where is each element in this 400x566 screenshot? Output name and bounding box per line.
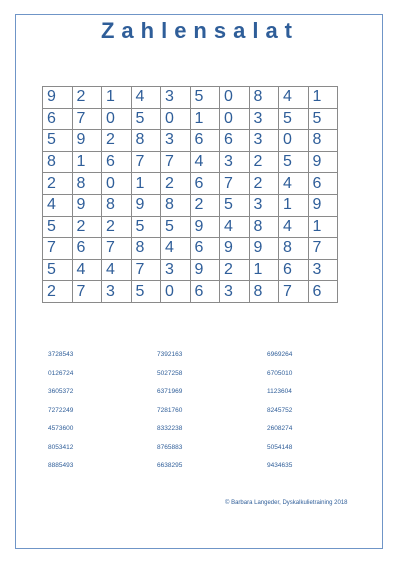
grid-cell: 7: [161, 151, 191, 173]
grid-cell: 6: [102, 151, 132, 173]
grid-cell: 8: [102, 194, 132, 216]
grid-cell: 1: [279, 194, 309, 216]
grid-cell: 5: [43, 216, 73, 238]
grid-cell: 2: [249, 151, 279, 173]
grid-cell: 6: [190, 173, 220, 195]
grid-cell: 7: [72, 281, 102, 303]
grid-cell: 8: [131, 130, 161, 152]
grid-cell: 8: [279, 238, 309, 260]
grid-cell: 5: [161, 216, 191, 238]
grid-cell: 3: [249, 108, 279, 130]
copyright-notice: © Barbara Langeder, Dyskalkulietraining 2018: [225, 500, 348, 506]
grid-cell: 7: [72, 108, 102, 130]
grid-cell: 7: [131, 151, 161, 173]
number-item: 1123604: [267, 388, 292, 395]
grid-cell: 6: [43, 108, 73, 130]
grid-row: [43, 259, 338, 281]
grid-cell: 9: [190, 259, 220, 281]
grid-cell: 8: [131, 238, 161, 260]
number-item: 7281760: [157, 406, 183, 414]
grid-cell: 6: [308, 173, 338, 195]
grid-cell: 5: [131, 281, 161, 303]
grid-cell: 1: [72, 151, 102, 173]
grid-cell: 0: [102, 173, 132, 195]
grid-cell: 4: [72, 259, 102, 281]
number-list-left: [48, 351, 73, 481]
grid-cell: 2: [72, 216, 102, 238]
grid-cell: 2: [43, 281, 73, 303]
number-item: 6969264: [267, 351, 293, 358]
grid-row: [43, 151, 338, 173]
number-list-middle: [157, 351, 182, 481]
number-item: 5054148: [267, 443, 293, 451]
grid-row: [43, 194, 338, 216]
grid-cell: 1: [102, 87, 132, 109]
grid-cell: 0: [102, 108, 132, 130]
grid-cell: 9: [72, 194, 102, 216]
grid-cell: 0: [220, 87, 250, 109]
number-item: 8053412: [48, 443, 74, 451]
grid-cell: 8: [161, 194, 191, 216]
grid-cell: 5: [220, 194, 250, 216]
grid-cell: 1: [249, 259, 279, 281]
grid-cell: 4: [190, 151, 220, 173]
grid-row: [43, 173, 338, 195]
grid-cell: 3: [161, 259, 191, 281]
grid-cell: 3: [249, 130, 279, 152]
grid-cell: 8: [249, 216, 279, 238]
grid-cell: 4: [279, 173, 309, 195]
grid-cell: 8: [308, 130, 338, 152]
grid-cell: 8: [43, 151, 73, 173]
grid-cell: 7: [131, 259, 161, 281]
number-item: 7272249: [48, 406, 74, 414]
grid-cell: 7: [279, 281, 309, 303]
grid-cell: 7: [308, 238, 338, 260]
grid-cell: 9: [72, 130, 102, 152]
grid-cell: 4: [220, 216, 250, 238]
grid-cell: 3: [308, 259, 338, 281]
grid-cell: 5: [43, 130, 73, 152]
page-title: Zahlensalat: [100, 18, 300, 43]
number-item: 4573600: [48, 425, 74, 432]
grid-cell: 2: [72, 87, 102, 109]
grid-cell: 8: [249, 281, 279, 303]
grid-cell: 8: [249, 87, 279, 109]
grid-cell: 6: [220, 130, 250, 152]
grid-cell: 2: [102, 130, 132, 152]
number-item: 6705010: [267, 369, 293, 377]
grid-cell: 3: [220, 151, 250, 173]
grid-cell: 2: [161, 173, 191, 195]
grid-cell: 5: [279, 108, 309, 130]
grid-cell: 2: [220, 259, 250, 281]
grid-cell: 6: [190, 130, 220, 152]
grid-cell: 6: [72, 238, 102, 260]
grid-cell: 9: [308, 194, 338, 216]
number-item: 8245752: [267, 406, 293, 414]
grid-cell: 1: [308, 87, 338, 109]
grid-cell: 2: [249, 173, 279, 195]
number-item: 3605372: [48, 388, 74, 395]
number-item: 8885493: [48, 462, 74, 469]
grid-cell: 4: [102, 259, 132, 281]
grid-cell: 9: [220, 238, 250, 260]
grid-cell: 1: [308, 216, 338, 238]
number-item: 6638295: [157, 462, 183, 469]
grid-cell: 5: [190, 87, 220, 109]
number-item: 6371969: [157, 388, 183, 395]
grid-cell: 0: [161, 281, 191, 303]
grid-row: [43, 108, 338, 130]
grid-row: [43, 216, 338, 238]
grid-row: [43, 130, 338, 152]
grid-cell: 0: [220, 108, 250, 130]
grid-row: [43, 238, 338, 260]
grid-cell: 4: [279, 216, 309, 238]
grid-cell: 3: [102, 281, 132, 303]
number-item: 2608274: [267, 425, 293, 432]
grid-cell: 6: [190, 281, 220, 303]
number-item: 5027258: [157, 369, 183, 377]
number-item: 9434635: [267, 462, 293, 469]
grid-cell: 6: [279, 259, 309, 281]
grid-cell: 6: [308, 281, 338, 303]
grid-cell: 8: [72, 173, 102, 195]
grid-cell: 3: [220, 281, 250, 303]
grid-cell: 1: [131, 173, 161, 195]
grid-cell: 4: [131, 87, 161, 109]
grid-row: [43, 87, 338, 109]
grid-cell: 3: [161, 130, 191, 152]
grid-cell: 5: [131, 108, 161, 130]
number-list-right: [267, 351, 292, 481]
grid-cell: 2: [43, 173, 73, 195]
grid-cell: 2: [190, 194, 220, 216]
grid-cell: 9: [190, 216, 220, 238]
grid-cell: 5: [131, 216, 161, 238]
grid-cell: 4: [279, 87, 309, 109]
grid-cell: 7: [220, 173, 250, 195]
number-grid: [42, 86, 338, 303]
number-item: 7392163: [157, 351, 183, 358]
grid-cell: 5: [279, 151, 309, 173]
grid-cell: 3: [161, 87, 191, 109]
grid-cell: 9: [43, 87, 73, 109]
grid-cell: 9: [308, 151, 338, 173]
grid-cell: 9: [131, 194, 161, 216]
number-item: 0126724: [48, 369, 74, 377]
grid-cell: 1: [190, 108, 220, 130]
number-item: 3728543: [48, 351, 74, 358]
grid-cell: 6: [190, 238, 220, 260]
grid-cell: 9: [249, 238, 279, 260]
grid-cell: 7: [43, 238, 73, 260]
grid-cell: 5: [43, 259, 73, 281]
grid-cell: 0: [161, 108, 191, 130]
grid-cell: 7: [102, 238, 132, 260]
grid-cell: 4: [43, 194, 73, 216]
number-item: 8765883: [157, 443, 183, 451]
grid-cell: 4: [161, 238, 191, 260]
grid-cell: 2: [102, 216, 132, 238]
number-item: 8332238: [157, 425, 183, 432]
grid-cell: 3: [249, 194, 279, 216]
grid-cell: 0: [279, 130, 309, 152]
grid-cell: 5: [308, 108, 338, 130]
grid-row: [43, 281, 338, 303]
